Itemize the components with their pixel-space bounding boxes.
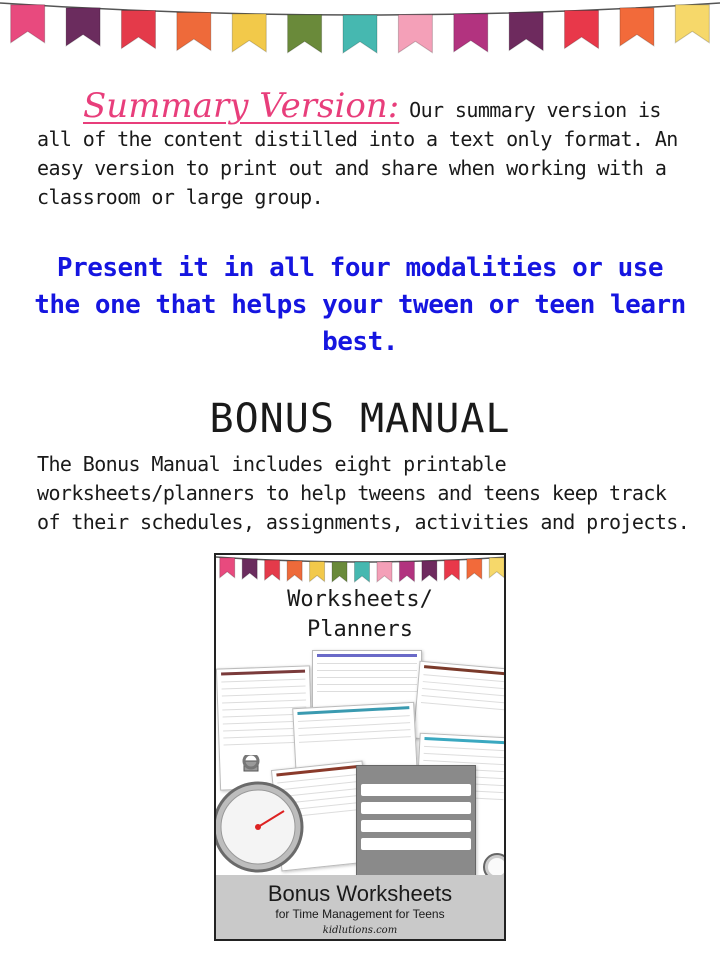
bunting-flag <box>355 562 370 582</box>
bonus-manual-title: BONUS MANUAL <box>209 396 511 442</box>
bunting-flag <box>242 559 257 579</box>
bunting-flag <box>509 12 543 50</box>
bunting-flag <box>11 5 45 43</box>
cover-title-line2: Planners <box>307 617 413 642</box>
bunting-flag <box>398 15 432 53</box>
bunting-flag <box>177 12 211 50</box>
stopwatch-icon <box>214 755 310 875</box>
bonus-manual-description: The Bonus Manual includes eight printable worksheets/planners to help tweens and teens keep track of their schedules, assignments, activities and projects. <box>37 452 690 534</box>
bunting-flag <box>66 8 100 46</box>
bunting-flag <box>565 10 599 48</box>
bunting-flag <box>343 15 377 53</box>
cover-footer-subtitle: for Time Management for Teens <box>275 907 445 921</box>
bunting-flag <box>399 562 414 582</box>
bunting-flag <box>287 561 302 581</box>
worksheet-preview-7 <box>356 765 476 879</box>
summary-text: Our summary version is all of the content distilled into a text only format. An easy version to print out and share when working with a classroom or large group. <box>37 98 678 209</box>
bunting-flag <box>467 559 482 579</box>
bunting-flag <box>220 558 235 578</box>
bunting-banner <box>0 0 720 60</box>
modalities-callout: Present it in all four modalities or use the one that helps your tween or teen learn best. <box>34 253 686 357</box>
cover-footer <box>216 875 504 939</box>
cover-title-line1: Worksheets/ <box>287 587 433 612</box>
bunting-flag <box>377 562 392 582</box>
bunting-flag <box>620 8 654 46</box>
cover-footer-brand: kidlutions.com <box>322 925 398 936</box>
cover-footer-title: Bonus Worksheets <box>267 881 453 906</box>
bunting-flag <box>265 560 280 580</box>
bunting-flag <box>332 562 347 582</box>
summary-paragraph <box>37 86 697 212</box>
bunting-flag <box>288 15 322 53</box>
bonus-worksheets-cover-image <box>214 553 506 941</box>
bunting-flag <box>121 10 155 48</box>
summary-heading: Summary Version: <box>83 86 400 126</box>
bunting-flag <box>444 560 459 580</box>
bunting-flag <box>675 5 709 43</box>
cover-bunting <box>216 555 506 585</box>
bunting-flag <box>422 561 437 581</box>
cover-title <box>216 585 504 645</box>
bunting-flag <box>310 562 325 582</box>
bunting-flag <box>454 14 488 52</box>
bunting-flag <box>489 558 504 578</box>
bunting-flag <box>232 14 266 52</box>
